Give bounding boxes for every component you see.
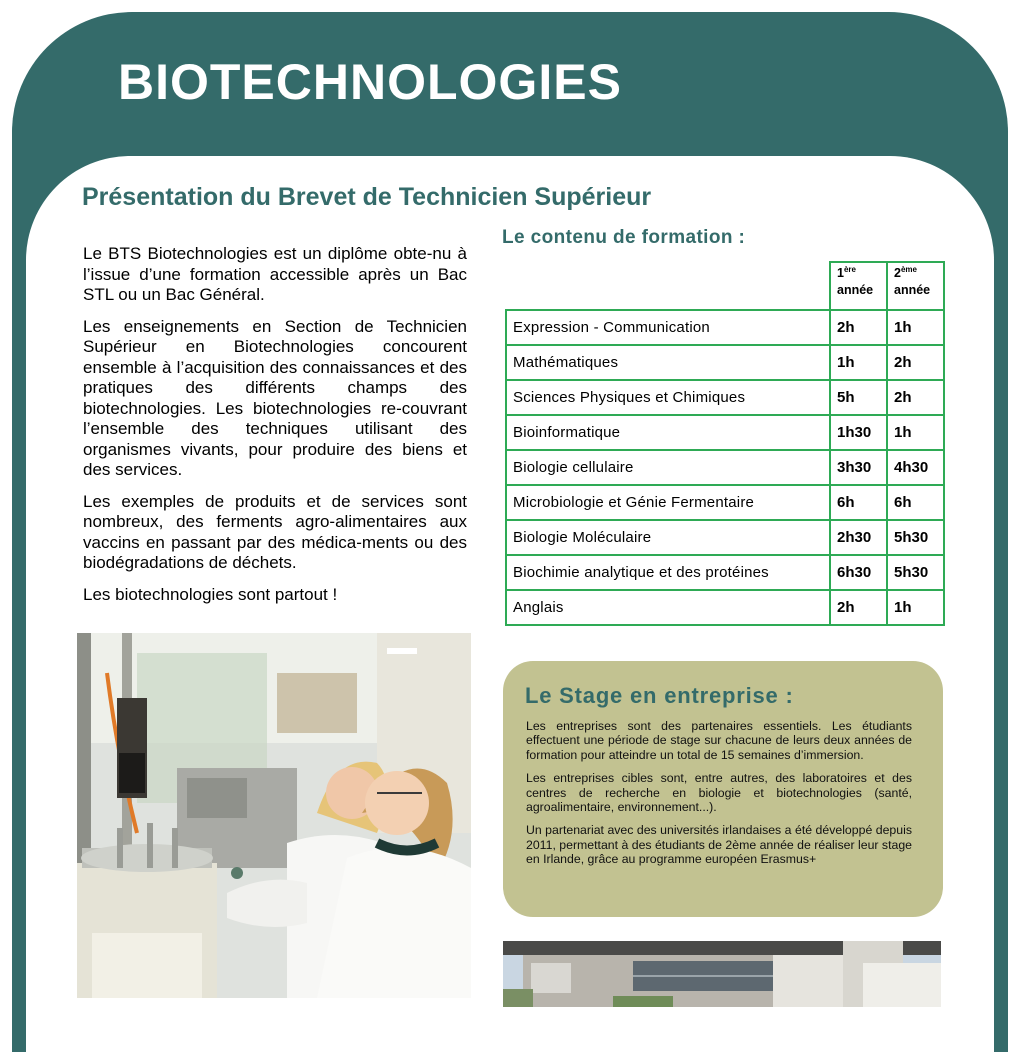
curriculum-table bbox=[505, 261, 945, 626]
table-row bbox=[506, 415, 944, 450]
hours-year2: 1h bbox=[887, 415, 944, 450]
hours-year1: 2h bbox=[830, 310, 887, 345]
table-header-row bbox=[506, 262, 944, 310]
hours-year1: 5h bbox=[830, 380, 887, 415]
subject-cell: Bioinformatique bbox=[506, 415, 830, 450]
year2-header bbox=[887, 262, 944, 310]
hours-year1: 1h bbox=[830, 345, 887, 380]
subject-cell: Biologie cellulaire bbox=[506, 450, 830, 485]
curriculum-title: Le contenu de formation : bbox=[502, 227, 746, 248]
intro-paragraph: Les exemples de produits et de services sont nombreux, des ferments agro-alimentaires aux vaccins en passant par des médica-ments ou des biodégradations de déchets. bbox=[83, 491, 467, 572]
intro-paragraph: Les biotechnologies sont partout ! bbox=[83, 584, 338, 604]
building-photo-illustration bbox=[503, 941, 941, 1007]
year2-number: 2 bbox=[894, 266, 901, 280]
table-row bbox=[506, 380, 944, 415]
subject-cell: Sciences Physiques et Chimiques bbox=[506, 380, 830, 415]
year2-label: année bbox=[894, 283, 931, 297]
hours-year2: 2h bbox=[887, 345, 944, 380]
table-corner bbox=[506, 262, 830, 310]
subject-cell: Biochimie analytique et des protéines bbox=[506, 555, 830, 590]
internship-paragraph: Un partenariat avec des universités irlandaises a été développé depuis 2011, permettant à des étudiants de 2ème année de réaliser leur stage en Irlande, grâce au programme européen Erasmus+ bbox=[526, 823, 913, 867]
table-row bbox=[506, 520, 944, 555]
hours-year2: 2h bbox=[887, 380, 944, 415]
year1-suffix: ère bbox=[843, 264, 856, 274]
hours-year1: 1h30 bbox=[830, 415, 887, 450]
year2-suffix: ème bbox=[900, 264, 917, 274]
table-row bbox=[506, 450, 944, 485]
table-row bbox=[506, 555, 944, 590]
lab-photo bbox=[77, 633, 471, 998]
hours-year2: 4h30 bbox=[887, 450, 944, 485]
subject-cell: Mathématiques bbox=[506, 345, 830, 380]
subject-cell: Anglais bbox=[506, 590, 830, 625]
presentation-text bbox=[83, 244, 467, 616]
table-row bbox=[506, 590, 944, 625]
internship-text bbox=[526, 719, 912, 876]
hours-year2: 1h bbox=[887, 590, 944, 625]
table-row bbox=[506, 485, 944, 520]
hours-year2: 5h30 bbox=[887, 555, 944, 590]
hours-year2: 5h30 bbox=[887, 520, 944, 555]
hours-year1: 6h bbox=[830, 485, 887, 520]
subject-cell: Expression - Communication bbox=[506, 310, 830, 345]
hours-year2: 6h bbox=[887, 485, 944, 520]
hours-year1: 2h30 bbox=[830, 520, 887, 555]
table-row bbox=[506, 345, 944, 380]
table-row bbox=[506, 310, 944, 345]
hours-year1: 6h30 bbox=[830, 555, 887, 590]
subject-cell: Biologie Moléculaire bbox=[506, 520, 830, 555]
presentation-title: Présentation du Brevet de Technicien Supérieur bbox=[82, 183, 652, 211]
hours-year1: 2h bbox=[830, 590, 887, 625]
hours-year2: 1h bbox=[887, 310, 944, 345]
lab-photo-illustration bbox=[77, 633, 471, 998]
internship-paragraph: Les entreprises cibles sont, entre autres, des laboratoires et des centres de recherche en biologie et biotechnologies (santé, agroalimentaire, environnement...). bbox=[526, 771, 912, 815]
intro-paragraph: Le BTS Biotechnologies est un diplôme obte-nu à l’issue d’une formation accessible après un Bac STL ou un Bac Général. bbox=[83, 244, 467, 304]
subject-cell: Microbiologie et Génie Fermentaire bbox=[506, 485, 830, 520]
year1-label: année bbox=[837, 283, 874, 297]
year1-header bbox=[830, 262, 887, 310]
intro-paragraph: Les enseignements en Section de Technicien Supérieur en Biotechnologies concourent ensemble à l’acquisition des connaissances et des pratiques des différents champs des biotechnologies. Les biotechnologies re-couvrant l’ensemble des techniques utilisant des organismes vivants, pour produire des biens et des services. bbox=[83, 316, 467, 479]
hours-year1: 3h30 bbox=[830, 450, 887, 485]
page-title: BIOTECHNOLOGIES bbox=[118, 54, 622, 110]
internship-title: Le Stage en entreprise : bbox=[525, 683, 794, 708]
internship-paragraph: Les entreprises sont des partenaires essentiels. Les étudiants effectuent une période de stage sur chacune de leurs deux années de formation pour atteindre un total de 15 semaines d’immersion. bbox=[526, 719, 912, 762]
year1-number: 1 bbox=[837, 266, 844, 280]
building-photo bbox=[503, 941, 941, 1007]
